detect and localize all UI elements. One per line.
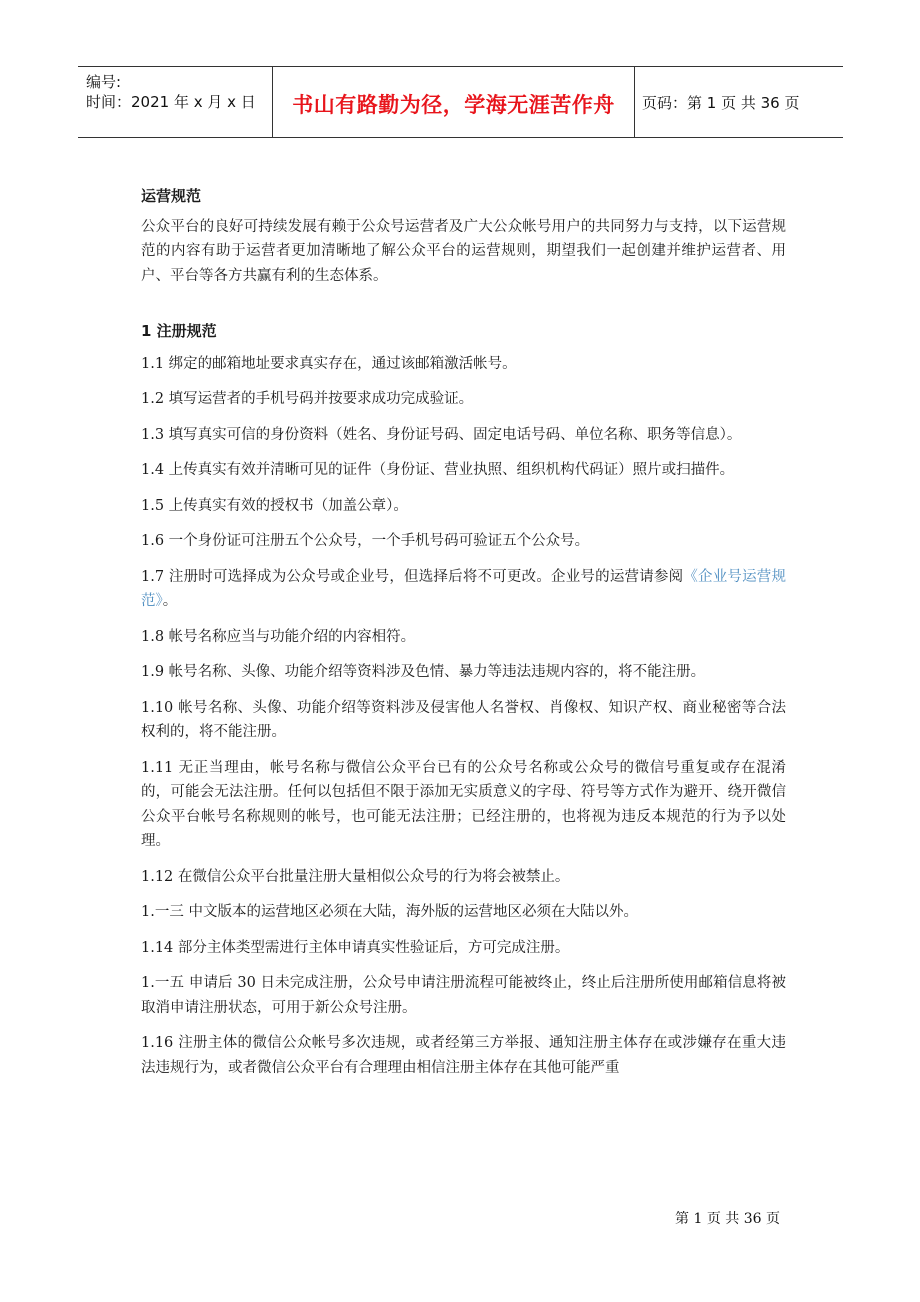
item-text: 1.7 注册时可选择成为公众号或企业号，但选择后将不可更改。企业号的运营请参阅 <box>141 568 684 585</box>
list-item: 1.1 绑定的邮箱地址要求真实存在，通过该邮箱激活帐号。 <box>141 355 517 372</box>
intro-paragraph: 公众平台的良好可持续发展有赖于公众号运营者及广大公众帐号用户的共同努力与支持，以下运营规范的内容有助于运营者更加清晰地了解公众平台的运营规则，期望我们一起创建并维护运营者、用户、平台等各方共赢有利的生态体系。 <box>141 218 786 284</box>
list-item: 1.8 帐号名称应当与功能介绍的内容相符。 <box>141 628 416 645</box>
list-item: 1.5 上传真实有效的授权书（加盖公章）。 <box>141 497 408 514</box>
list-item: 1.6 一个身份证可注册五个公众号，一个手机号码可验证五个公众号。 <box>141 533 590 549</box>
enterprise-norms-link[interactable]: 《企业号运营规范》 <box>141 568 787 609</box>
list-item: 1.9 帐号名称、头像、功能介绍等资料涉及色情、暴力等违法违规内容的，将不能注册。 <box>141 664 706 680</box>
item-end: 。 <box>162 593 178 609</box>
list-item: 1.一三 中文版本的运营地区必须在大陆，海外版的运营地区必须在大陆以外。 <box>141 904 638 920</box>
time-label: 时间：2021 年 x 月 x 日 <box>86 93 256 111</box>
list-item: 1.3 填写真实可信的身份资料（姓名、身份证号码、固定电话号码、单位名称、职务等信息）。 <box>141 426 742 443</box>
header-info-cell <box>78 67 272 137</box>
list-item: 1.10 帐号名称、头像、功能介绍等资料涉及侵害他人名誉权、肖像权、知识产权、商业秘密等合法权利的，将不能注册。 <box>141 699 786 740</box>
list-item-1-7 <box>141 565 786 614</box>
doc-number-label: 编号: <box>86 73 122 91</box>
list-item: 1.12 在微信公众平台批量注册大量相似公众号的行为将会被禁止。 <box>141 868 570 885</box>
list-item: 1.14 部分主体类型需进行主体申请真实性验证后，方可完成注册。 <box>141 939 570 956</box>
list-item: 1.4 上传真实有效并清晰可见的证件（身份证、营业执照、组织机构代码证）照片或扫描件。 <box>141 462 735 478</box>
header-page-cell <box>634 67 843 137</box>
page-footer: 第 1 页 共 36 页 <box>675 1211 780 1227</box>
section-title: 1 注册规范 <box>141 322 217 340</box>
list-item: 1.16 注册主体的微信公众帐号多次违规，或者经第三方举报、通知注册主体存在或涉嫌存在重大违法违规行为，或者微信公众平台有合理理由相信注册主体存在其他可能严重 <box>141 1035 786 1076</box>
page-code: 页码：第 1 页 共 36 页 <box>642 94 800 112</box>
header-motto-cell <box>272 67 635 137</box>
list-item: 1.一五 申请后 30 日未完成注册，公众号申请注册流程可能被终止，终止后注册所使用邮箱信息将被取消申请注册状态，可用于新公众号注册。 <box>141 975 786 1016</box>
page-header <box>78 66 843 138</box>
list-item: 1.2 填写运营者的手机号码并按要求成功完成验证。 <box>141 391 474 407</box>
document-title: 运营规范 <box>141 187 202 205</box>
document-body <box>141 184 786 1091</box>
motto: 书山有路勤为径，学海无涯苦作舟 <box>292 93 615 117</box>
list-item: 1.11 无正当理由，帐号名称与微信公众平台已有的公众号名称或公众号的微信号重复或存在混淆的，可能会无法注册。任何以包括但不限于添加无实质意义的字母、符号等方式作为避开、绕开微信公众平台帐号名称规则的帐号，也可能无法注册；已经注册的，也将视为违反本规范的行为予以处理。 <box>141 759 786 849</box>
